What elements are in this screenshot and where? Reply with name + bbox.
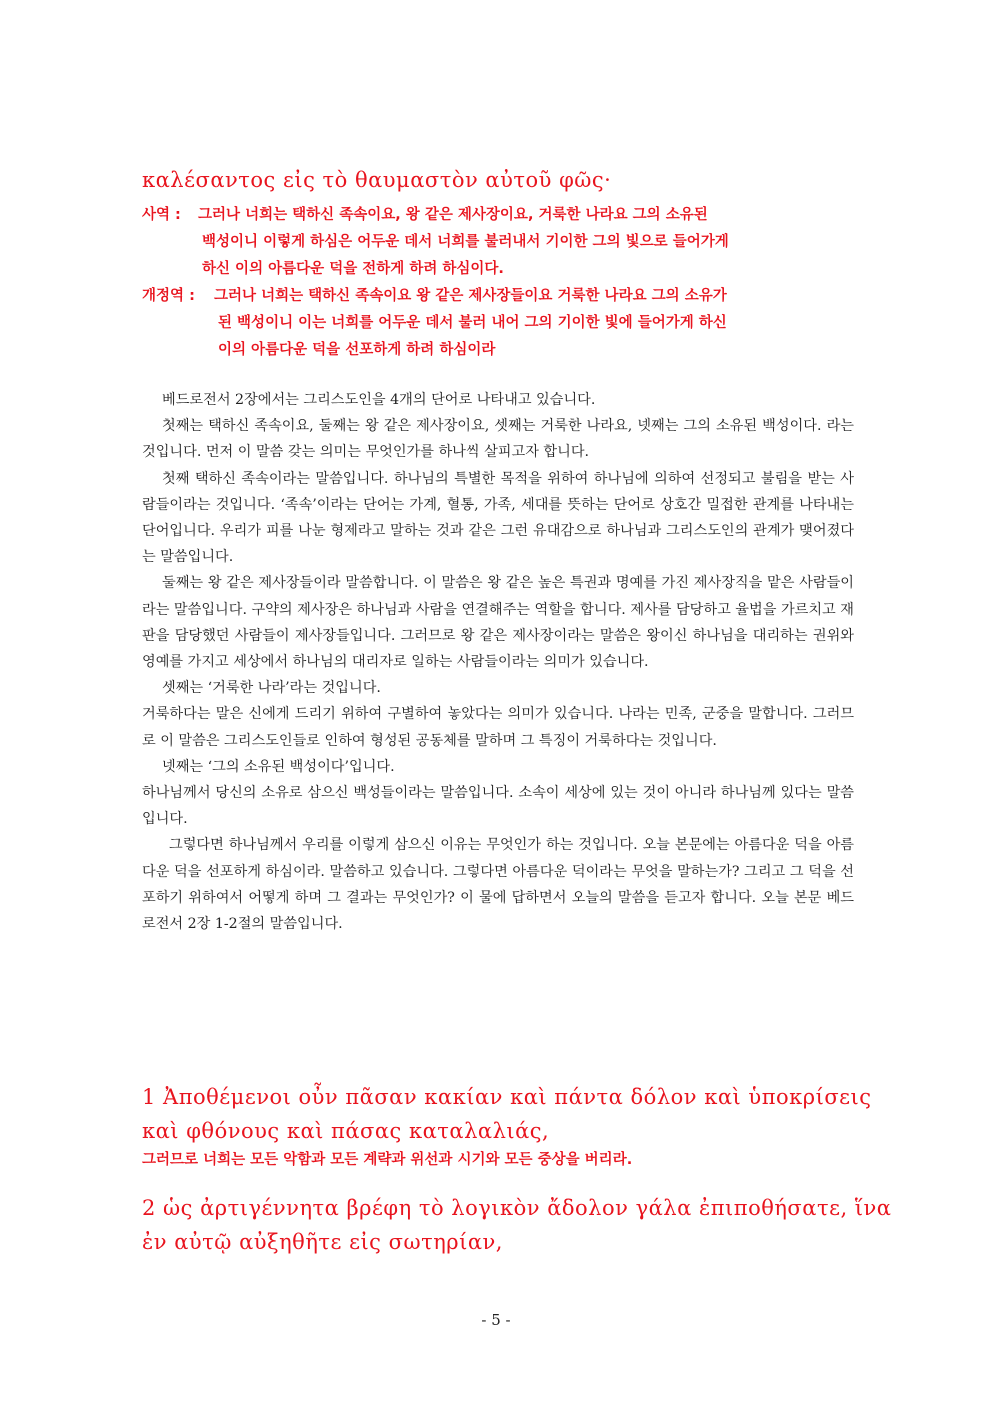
verse-1-korean: 그러므로 너희는 모든 악함과 모든 계략과 위선과 시기와 모든 중상을 버리라. — [142, 1152, 633, 1168]
paragraph: 거룩하다는 말은 신에게 드리기 위하여 구별하여 놓았다는 의미가 있습니다. 나라는 민족, 군중을 말합니다. 그러므로 이 말씀은 그리스도인들로 인하여 형성된 공동체를 말하며 그 특징이 거룩하다는 것입니다. — [142, 706, 854, 749]
translation-line: 이의 아름다운 덕을 선포하게 하려 하심이라 — [218, 342, 496, 358]
paragraph: 셋째는 ‘거룩한 나라’라는 것입니다. — [162, 680, 381, 697]
paragraph: 하나님께서 당신의 소유로 삼으신 백성들이라는 말씀입니다. 소속이 세상에 있는 것이 아니라 하나님께 있다는 말씀입니다. — [142, 785, 854, 828]
translation-line: 그러나 너희는 택하신 족속이요 왕 같은 제사장들이요 거룩한 나라요 그의 소유가 — [214, 288, 727, 304]
translation-line: 백성이니 이렇게 하심은 어두운 데서 너희를 불러내서 기이한 그의 빛으로 들어가게 — [202, 234, 729, 250]
page-number: - 5 - — [481, 1311, 511, 1329]
paragraph: 그렇다면 하나님께서 우리를 이렇게 삼으신 이유는 무엇인가 하는 것입니다. 오늘 본문에는 아름다운 덕을 아름다운 덕을 선포하게 하심이라. 말씀하고 있습니다. 그렇다면 아름다운 덕이라는 무엇을 말하는가? 그리고 그 덕을 선포하기 위하여서 어떻게 하며 그 결과는 무엇인가? 이 물에 답하면서 오늘의 말씀을 듣고자 합니다. 오늘 본문 베드로전서 2장 1-2절의 말씀입니다. — [142, 837, 854, 933]
greek-verse-2-line-1: 2 ὡς ἀρτιγέννητα βρέφη τὸ λογικὸν ἄδολον γάλα ἐπιποθήσατε, ἵνα — [142, 1196, 892, 1220]
greek-heading: καλέσαντος εἰς τὸ θαυμαστὸν αὐτοῦ φῶς· — [142, 168, 612, 192]
paragraph: 넷째는 ‘그의 소유된 백성이다’입니다. — [162, 758, 395, 775]
greek-verse-2-line-2: ἐν αὐτῷ αὐξηθῆτε εἰς σωτηρίαν, — [142, 1230, 503, 1254]
translation-line: 된 백성이니 이는 너희를 어두운 데서 불러 내어 그의 기이한 빛에 들어가게 하신 — [218, 315, 727, 331]
paragraph: 첫째 택하신 족속이라는 말씀입니다. 하나님의 특별한 목적을 위하여 하나님에 의하여 선정되고 불림을 받는 사람들이라는 것입니다. ‘족속’이라는 단어는 가계, 혈통, 가족, 세대를 뜻하는 단어로 상호간 밀접한 관계를 나타내는 단어입니다. 우리가 피를 나눈 형제라고 말하는 것과 같은 그런 유대감으로 하나님과 그리스도인의 관계가 맺어졌다는 말씀입니다. — [142, 470, 854, 566]
greek-verse-1-line-2: καὶ φθόνους καὶ πάσας καταλαλιάς, — [142, 1119, 550, 1143]
translation-label-gaejeong: 개정역 : — [142, 288, 195, 304]
translation-line: 그러나 너희는 택하신 족속이요, 왕 같은 제사장이요, 거룩한 나라요 그의 소유된 — [198, 207, 708, 223]
body-text — [142, 387, 854, 937]
paragraph: 첫째는 택하신 족속이요, 둘째는 왕 같은 제사장이요, 셋째는 거룩한 나라요, 넷째는 그의 소유된 백성이다. 라는 것입니다. 먼저 이 말씀 갖는 의미는 무엇인가를 하나씩 살피고자 합니다. — [142, 418, 854, 461]
greek-verse-1-line-1: 1 Ἀποθέμενοι οὖν πᾶσαν κακίαν καὶ πάντα δόλον καὶ ὑποκρίσεις — [142, 1085, 872, 1109]
translation-line: 하신 이의 아름다운 덕을 전하게 하려 하심이다. — [202, 261, 504, 277]
paragraph: 베드로전서 2장에서는 그리스도인을 4개의 단어로 나타내고 있습니다. — [162, 392, 596, 408]
translation-label-saeok: 사역 : — [142, 207, 181, 223]
paragraph: 둘째는 왕 같은 제사장들이라 말씀합니다. 이 말씀은 왕 같은 높은 특권과 명예를 가진 제사장직을 맡은 사람들이라는 말씀입니다. 구약의 제사장은 하나님과 사람을 연결해주는 역할을 합니다. 제사를 담당하고 율법을 가르치고 재판을 담당했던 사람들이 제사장들입니다. 그러므로 왕 같은 제사장이라는 말씀은 왕이신 하나님을 대리하는 권위와 영예를 가지고 세상에서 하나님의 대리자로 일하는 사람들이라는 의미가 있습니다. — [142, 575, 855, 671]
